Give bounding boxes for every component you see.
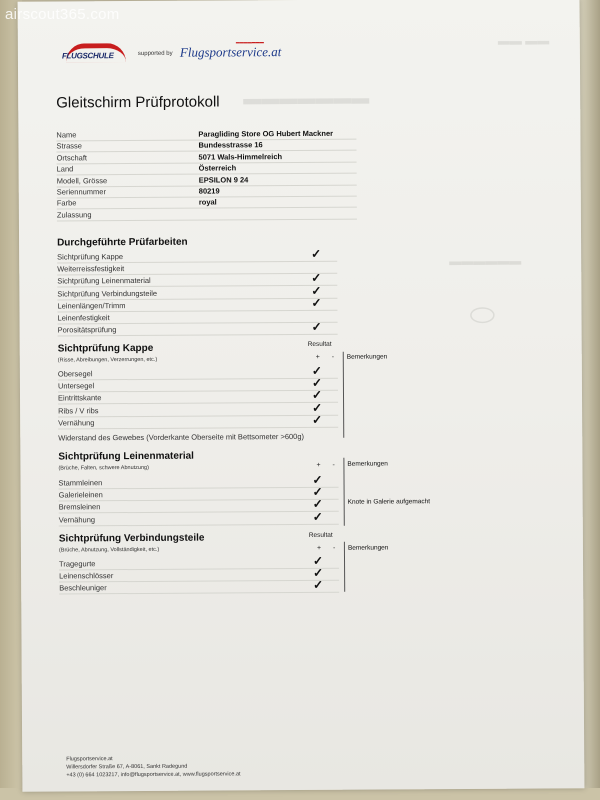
info-label: Land [56,164,74,174]
check-icon: ✓ [311,363,322,378]
footer-line-3: +43 (0) 664 1023217, info@flugsportservice.at, www.flugsportservice.at [66,771,241,779]
page-title: Gleitschirm Prüfprotokoll [56,93,220,112]
check-icon: ✓ [312,412,323,427]
check-icon: ✓ [312,509,323,524]
leinen-divider [343,458,344,526]
check-icon: ✓ [311,246,322,261]
show-through-heading: ▬▬▬▬▬▬ [449,253,522,269]
row-rule [57,207,357,210]
list-item-label: Vernähung [58,514,96,525]
check-icon: ✓ [312,553,324,568]
kappe-bemerkungen: Bemerkungen [346,353,388,361]
verbindung-resultat-label: Resultat [308,531,333,539]
leinen-bemerkungen: Bemerkungen [347,460,388,468]
footer-line-1: Flugsportservice.at [66,756,113,763]
show-through-image: ⬭ [469,298,496,332]
row-rule [58,414,338,417]
check-icon: ✓ [312,472,323,487]
check-icon: ✓ [311,271,322,286]
list-item-label: Sichtprüfung Leinenmaterial [57,276,151,286]
list-item-label: Vernähung [58,418,95,428]
widerstand-label: Widerstand des Gewebes (Vorderkante Oberseite mit Bettsometer >600g) [58,431,305,443]
kappe-resultat-label: Resultat [307,340,332,348]
kappe-subtitle: (Risse, Abreibungen, Verzerrungen, etc.) [57,356,158,364]
list-item-label: Galerieleinen [58,490,103,500]
check-icon: ✓ [311,388,323,403]
supported-by-label: supported by [137,50,173,57]
brand-tagline-mark: ▬▬▬▬▬▬▬ [235,39,264,45]
info-label: Name [56,130,77,140]
verbindung-divider [344,542,345,592]
check-icon: ✓ [311,295,322,310]
row-rule [58,390,338,393]
check-icon: ✓ [312,400,323,415]
list-item-label: Weiterreissfestigkeit [57,264,125,274]
list-item-label: Ribs / V ribs [58,405,99,416]
check-icon: ✓ [311,376,323,391]
info-value: Paragliding Store OG Hubert Mackner [198,128,334,139]
section-title-kappe: Sichtprüfung Kappe [57,342,154,355]
info-label: Ortschaft [56,153,88,163]
check-icon: ✓ [312,497,323,512]
info-value: Bundesstrasse 16 [198,140,263,151]
info-label: Seriennummer [56,187,106,197]
check-icon: ✓ [312,485,323,500]
footer [66,754,240,779]
verbindung-minus: - [332,544,336,552]
check-icon: ✓ [311,283,322,298]
kappe-plus: + [315,353,320,361]
section-title-leinen: Sichtprüfung Leinenmaterial [58,450,194,463]
check-icon: ✓ [313,566,324,581]
row-rule [59,568,339,571]
row-rule [58,378,338,381]
list-item-label: Sichtprüfung Verbindungsteile [57,288,158,299]
info-label: Strasse [56,141,82,151]
info-value: royal [198,197,217,208]
list-item-label: Sichtprüfung Kappe [57,252,124,262]
info-value: Österreich [198,163,237,173]
leinen-minus: - [332,461,335,469]
show-through-text: ▬▬▬▬▬▬▬ [243,87,370,109]
verbindung-subtitle: (Brüche, Abnutzung, Vollständigkeit, etc.) [58,546,160,554]
check-icon: ✓ [311,320,322,335]
verbindung-bemerkungen: Bemerkungen [347,544,389,552]
list-item-label: Obersegel [57,369,93,379]
info-label: Modell, Grösse [56,175,108,186]
watermark: airscout365.com [5,6,120,23]
info-value: 5071 Wals-Himmelreich [198,151,283,162]
kappe-divider [343,352,345,438]
list-item-label: Tragegurte [59,559,96,569]
flugschule-logo [60,43,138,67]
row-rule [59,511,339,514]
row-rule [59,523,339,526]
list-item-label: Bremsleinen [58,502,101,512]
protocol-sheet [18,0,585,792]
section-title-pruefarbeiten: Durchgeführte Prüfarbeiten [57,236,188,249]
footer-line-2: Willersdorfer Straße 67, A-8061, Sankt Radegund [66,763,188,771]
info-label: Farbe [56,198,77,208]
leinen-subtitle: (Brüche, Falten, schwere Abnutzung) [58,464,149,472]
footer-url: www.flugsportservice.at [182,771,241,778]
list-item-label: Porositätsprüfung [57,325,117,335]
list-item-label: Beschleuniger [59,583,107,593]
info-label: Zulassung [56,210,92,220]
info-value: EPSILON 9 24 [198,174,249,185]
footer-contact: +43 (0) 664 1023217, info@flugsportservice.at [66,771,180,779]
leinen-note: Knote in Galerie aufgemacht [347,498,431,506]
flugsportservice-logo: Flugsportservice.at [179,44,282,60]
verbindung-plus: + [316,544,322,552]
leinen-plus: + [316,461,321,469]
row-rule [57,218,357,221]
logo-text: FLUGSCHULE [61,51,114,61]
check-icon: ✓ [313,578,324,593]
list-item-label: Untersegel [57,381,95,391]
row-rule [58,427,338,430]
list-item-label: Leinenlängen/Trimm [57,300,126,311]
section-title-verbindung: Sichtprüfung Verbindungsteile [58,532,205,545]
show-through-logo: ▬▬ ▬▬ [497,33,550,48]
info-value: 80219 [198,186,220,196]
kappe-minus: - [331,353,335,361]
list-item-label: Leinenfestigkeit [57,313,110,323]
list-item-label: Eintrittskante [57,393,102,403]
list-item-label: Stammleinen [58,478,103,488]
list-item-label: Leinenschlösser [59,571,114,581]
